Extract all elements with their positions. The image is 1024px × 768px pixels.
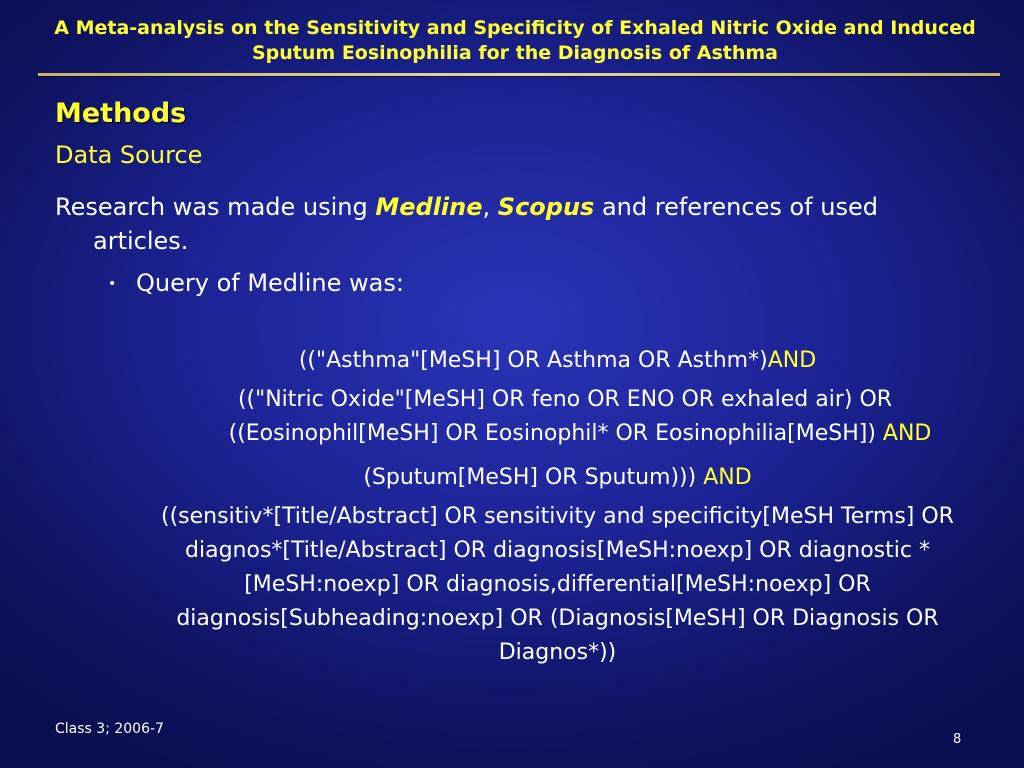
bullet-text: Query of Medline was: bbox=[136, 269, 404, 297]
section-subheading: Data Source bbox=[55, 141, 203, 169]
query-line-4 bbox=[135, 500, 980, 670]
footer-text: Class 3; 2006-7 bbox=[55, 721, 164, 737]
query-line-2 bbox=[150, 383, 980, 451]
query-operator-2: AND bbox=[882, 421, 932, 446]
database-medline: Medline bbox=[375, 193, 483, 221]
title-divider bbox=[38, 73, 1000, 76]
database-scopus: Scopus bbox=[497, 193, 595, 221]
intro-prefix: Research was made using bbox=[55, 193, 376, 221]
query-text-3: (Sputum[MeSH] OR Sputum))) bbox=[363, 465, 704, 490]
bullet-item bbox=[108, 266, 404, 301]
intro-separator: , bbox=[482, 193, 498, 221]
query-operator-1: AND bbox=[767, 348, 817, 373]
bullet-icon: • bbox=[108, 276, 117, 292]
section-heading: Methods bbox=[55, 98, 187, 129]
query-operator-3: AND bbox=[703, 465, 752, 490]
query-text-1: (("Asthma"[MeSH] OR Asthma OR Asthm*) bbox=[298, 348, 768, 373]
query-line-1 bbox=[135, 344, 980, 378]
intro-suffix: and references of used articles. bbox=[93, 193, 878, 255]
query-text-2: (("Nitric Oxide"[MeSH] OR feno OR ENO OR exhaled air) OR ((Eosinophil[MeSH] OR Eosinophil* OR Eosinophilia[MeSH]) bbox=[228, 387, 893, 446]
query-line-3 bbox=[135, 461, 980, 495]
intro-paragraph bbox=[55, 190, 973, 258]
query-text-4: ((sensitiv*[Title/Abstract] OR sensitivity and specificity[MeSH Terms] OR diagnos*[Title/Abstract] OR diagnosis[MeSH:noexp] OR diagnostic * [MeSH:noexp] OR diagnosis,differential[MeSH:noexp] OR diagnosis[Subheading:noexp] OR (Diagnosis[MeSH] OR Diagnosis OR Diagnos*)) bbox=[161, 504, 954, 665]
slide-title: A Meta-analysis on the Sensitivity and Specificity of Exhaled Nitric Oxide and Induced Sputum Eosinophilia for the Diagnosis of Asthma bbox=[54, 17, 976, 64]
page-number: 8 bbox=[953, 732, 962, 747]
